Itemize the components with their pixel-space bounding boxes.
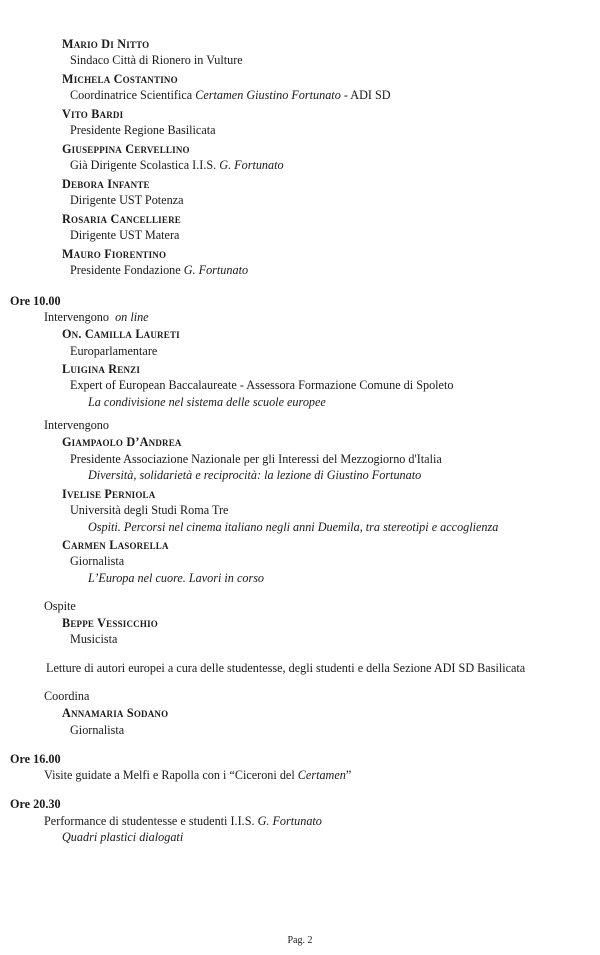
speaker-name: Michela Costantino [62, 72, 178, 86]
speaker-role: Sindaco Città di Rionero in Vulture [70, 53, 243, 67]
role-text: Presidente Fondazione [70, 263, 184, 277]
talk-title: Ospiti. Percorsi nel cinema italiano negli anni Duemila, tra stereotipi e accoglienza [88, 520, 499, 534]
role-text: Coordinatrice Scientifica [70, 88, 196, 102]
speaker-name: Ivelise Perniola [62, 487, 156, 501]
time-heading-1600: Ore 16.00 [10, 752, 61, 766]
speaker-role: Giornalista [70, 554, 125, 568]
time-heading-1000: Ore 10.00 [10, 294, 61, 308]
event-text-pre: Performance di studentesse e studenti I.I.S. [44, 814, 258, 828]
role-italic: Certamen Giustino Fortunato [195, 88, 341, 102]
readings-note: Letture di autori europei a cura delle studentesse, degli studenti e della Sezione ADI SD Basilicata [46, 661, 526, 675]
label-text: Intervengono [44, 310, 109, 324]
event-text [44, 768, 351, 783]
speaker-name: Giampaolo D’Andrea [62, 435, 182, 449]
speaker-role: Presidente Regione Basilicata [70, 123, 216, 137]
speaker-name: Giuseppina Cervellino [62, 142, 190, 156]
talk-title: Diversità, solidarietà e reciprocità: la lezione di Giustino Fortunato [88, 468, 422, 482]
speaker-name: On. Camilla Laureti [62, 327, 180, 341]
event-subtitle: Quadri plastici dialogati [62, 830, 184, 844]
section-label-online [44, 310, 149, 325]
online-tag: on line [115, 310, 149, 324]
speaker-role: Expert of European Baccalaureate - Assessora Formazione Comune di Spoleto [70, 378, 454, 392]
role-italic: G. Fortunato [183, 263, 249, 277]
event-text-pre: Visite guidate a Melfi e Rapolla con i “Ciceroni del [44, 768, 298, 782]
speaker-name: Debora Infante [62, 177, 150, 191]
speaker-name: Vito Bardi [62, 107, 124, 121]
role-italic: G. Fortunato [219, 158, 284, 172]
event-text-post: ” [345, 768, 352, 782]
time-heading-2030: Ore 20.30 [10, 797, 61, 811]
role-text: Già Dirigente Scolastica I.I.S. [70, 158, 220, 172]
talk-title: La condivisione nel sistema delle scuole europee [88, 395, 326, 409]
speaker-role: Giornalista [70, 723, 125, 737]
page-number: Pag. 2 [287, 935, 313, 946]
speaker-name: Beppe Vessicchio [62, 616, 158, 630]
speaker-name: Rosaria Cancelliere [62, 212, 181, 226]
section-label: Intervengono [44, 418, 109, 432]
role-text-end: - ADI SD [340, 88, 391, 102]
speaker-role: Musicista [70, 632, 118, 646]
speaker-name: Luigina Renzi [62, 362, 141, 376]
section-label-coordinator: Coordina [44, 689, 90, 703]
speaker-role: Europarlamentare [70, 344, 158, 358]
speaker-role: Presidente Associazione Nazionale per gli Interessi del Mezzogiorno d'Italia [70, 452, 442, 466]
speaker-name: Carmen Lasorella [62, 538, 169, 552]
speaker-role [70, 88, 391, 103]
event-text [44, 814, 322, 829]
talk-title: L’Europa nel cuore. Lavori in corso [88, 571, 265, 585]
speaker-role [70, 158, 284, 173]
section-label-guest: Ospite [44, 599, 76, 613]
speaker-role: Dirigente UST Potenza [70, 193, 184, 207]
event-text-italic: G. Fortunato [257, 814, 322, 828]
speaker-name: Mario Di Nitto [62, 37, 150, 51]
speaker-name: Annamaria Sodano [62, 706, 169, 720]
speaker-role [70, 263, 248, 278]
speaker-role: Dirigente UST Matera [70, 228, 180, 242]
speaker-name: Mauro Fiorentino [62, 247, 167, 261]
speaker-role: Università degli Studi Roma Tre [70, 503, 229, 517]
event-text-italic: Certamen [297, 768, 346, 782]
